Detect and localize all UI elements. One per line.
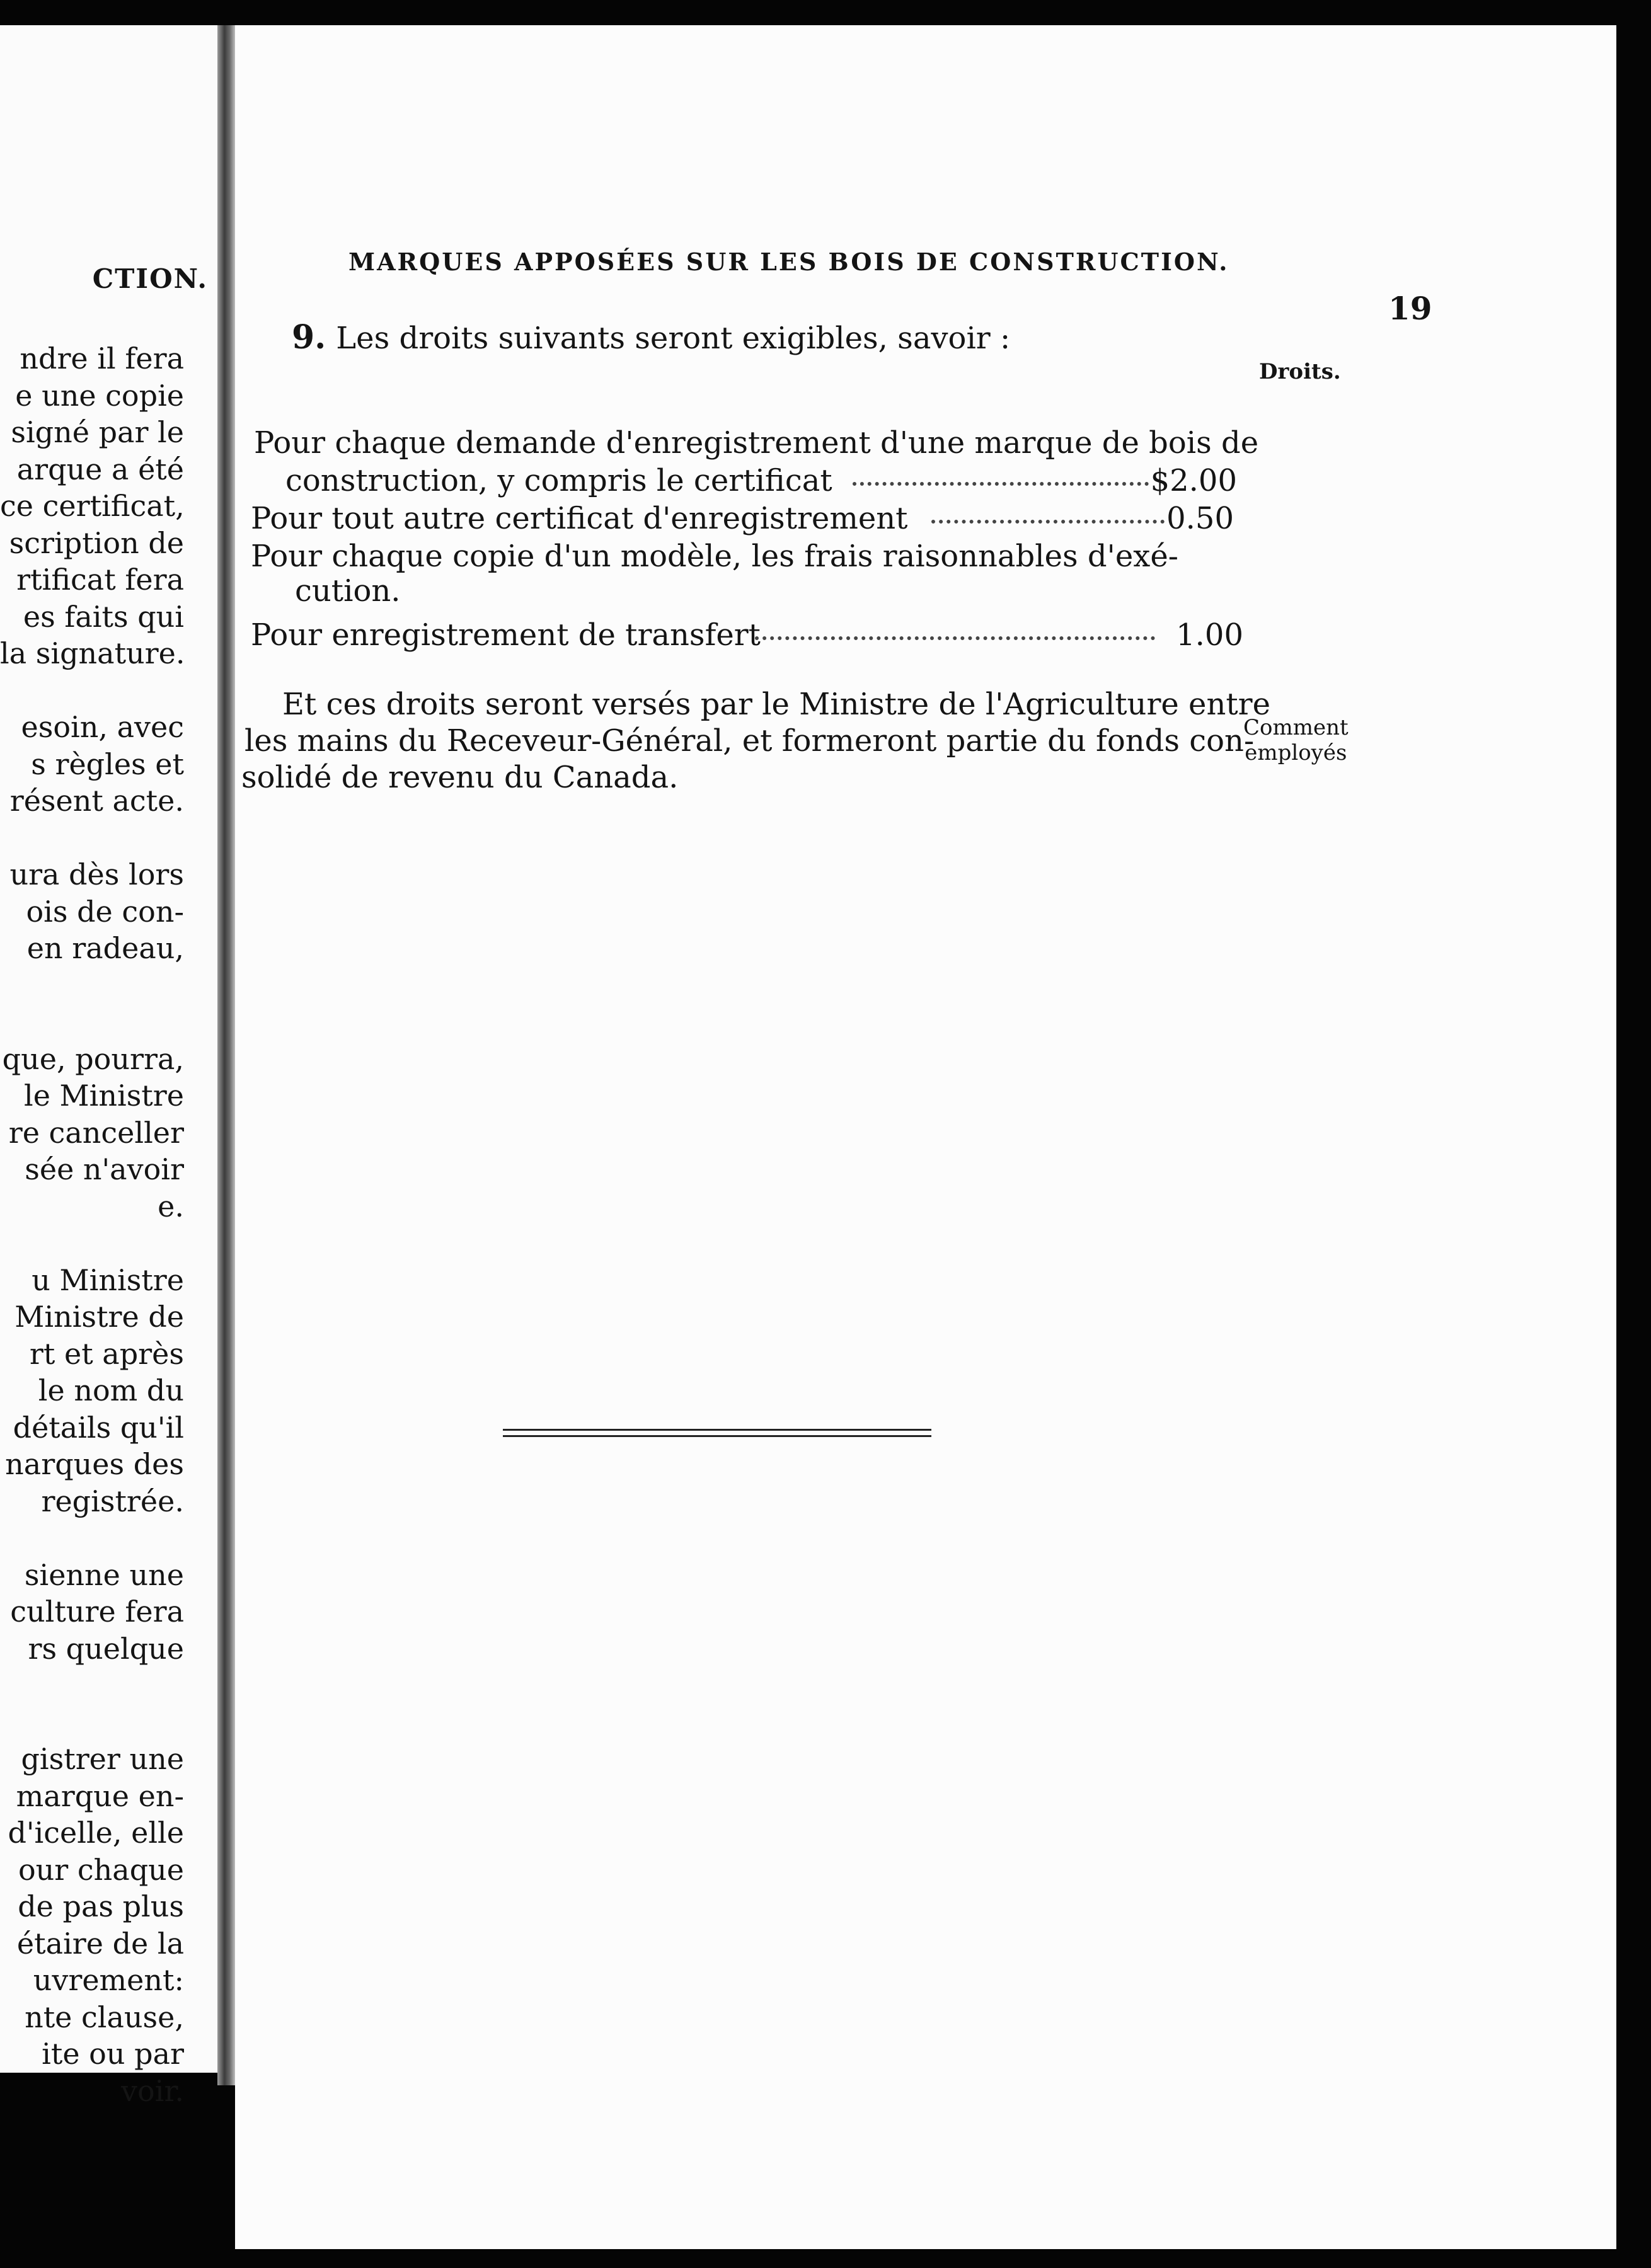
paragraph-line-1: Et ces droits seront versés par le Ministre de l'Agriculture entre — [282, 687, 1271, 722]
end-rule — [503, 1435, 931, 1437]
left-page-line: rt et après — [29, 1336, 184, 1371]
left-page-line: ce certificat, — [0, 489, 185, 523]
left-page-line: résent acte. — [9, 784, 184, 818]
fee-row-1-label: construction, y compris le certificat — [285, 463, 832, 498]
fee-row-4-amount: 1.00 — [1176, 617, 1243, 653]
fee-row-1 — [285, 463, 1237, 502]
fee-row-2-amount: 0.50 — [1166, 501, 1234, 536]
left-page-line: e une copie — [15, 378, 184, 413]
running-head: MARQUES APPOSÉES SUR LES BOIS DE CONSTRUCTION. — [348, 248, 1229, 276]
page-number: 19 — [1388, 290, 1432, 327]
fee-row-1-line-1: Pour chaque demande d'enregistrement d'une marque de bois de — [254, 425, 1259, 461]
left-page-line: sienne une — [24, 1557, 184, 1592]
left-page-line: e. — [158, 1189, 184, 1223]
fee-row-3-line-1: Pour chaque copie d'un modèle, les frais raisonnables d'exé- — [251, 539, 1178, 574]
margin-note-comment-line-1: Comment — [1243, 715, 1349, 740]
leader-dots — [931, 520, 1165, 524]
left-page-line: gistrer une — [21, 1742, 184, 1776]
left-page-line: scription de — [9, 525, 184, 560]
left-page-line: sée n'avoir — [25, 1152, 184, 1186]
section-intro-text: Les droits suivants seront exigibles, savoir : — [336, 321, 1011, 356]
margin-note-comment — [1243, 715, 1349, 765]
section-number: 9. — [292, 318, 326, 357]
fee-row-2 — [251, 501, 1234, 540]
left-running-head: CTION. — [92, 263, 208, 294]
paragraph-line-3: solidé de revenu du Canada. — [241, 760, 679, 795]
left-page-line: ite ou par — [42, 2037, 184, 2071]
left-page-line: registrée. — [41, 1484, 184, 1518]
left-page-line: narques des — [5, 1447, 184, 1481]
left-page-line: rs quelque — [28, 1631, 184, 1666]
left-page-line: ois de con- — [26, 894, 184, 929]
book-gutter — [217, 25, 235, 2085]
left-page-line: arque a été — [16, 452, 184, 486]
fee-row-4-label: Pour enregistrement de transfert — [251, 617, 761, 653]
left-page-line: s règles et — [31, 747, 184, 781]
left-page-line: voir. — [121, 2073, 184, 2108]
leader-dots — [755, 636, 1155, 640]
previous-page-fragment — [0, 25, 217, 2108]
left-page-line: nte clause, — [25, 2000, 184, 2034]
left-page-line: détails qu'il — [13, 1410, 184, 1445]
left-page-line: uvrement: — [33, 1963, 184, 1997]
left-page-line: le nom du — [38, 1373, 184, 1407]
left-page-line: que, pourra, — [2, 1041, 184, 1076]
fee-row-3-line-2: cution. — [295, 573, 401, 609]
left-page-line: marque en- — [16, 1778, 184, 1813]
fee-row-4 — [251, 617, 1243, 656]
fee-row-2-label: Pour tout autre certificat d'enregistrement — [251, 501, 908, 536]
left-page-line: étaire de la — [16, 1926, 184, 1961]
left-page-line: le Ministre — [23, 1079, 184, 1113]
left-page-line: la signature. — [0, 636, 185, 670]
paragraph-line-2: les mains du Receveur-Général, et formeront partie du fonds con- — [244, 723, 1255, 759]
left-page-line: Ministre de — [14, 1300, 184, 1334]
left-page-line: our chaque — [18, 1852, 184, 1887]
margin-note-droits: Droits. — [1259, 359, 1341, 384]
leader-dots — [853, 482, 1149, 486]
left-page-line: de pas plus — [18, 1889, 184, 1923]
left-page-line: rtificat fera — [16, 563, 184, 597]
left-page-line: ura dès lors — [9, 857, 184, 891]
left-page-line: signé par le — [11, 415, 184, 449]
left-page-line: es faits qui — [23, 599, 184, 634]
left-page-line: en radeau, — [26, 931, 184, 965]
fee-row-1-amount: $2.00 — [1150, 463, 1237, 498]
left-page-line: re canceller — [8, 1115, 184, 1150]
left-page-line: culture fera — [10, 1595, 184, 1629]
left-page-line: d'icelle, elle — [8, 1816, 184, 1850]
end-rule — [503, 1429, 931, 1431]
left-page-line: u Ministre — [32, 1263, 184, 1297]
left-page-line: ndre il fera — [20, 341, 184, 375]
margin-note-comment-line-2: employés — [1245, 740, 1347, 765]
left-page-line: esoin, avec — [21, 710, 184, 744]
section-9-intro — [292, 318, 1010, 357]
page-19 — [235, 25, 1616, 2249]
